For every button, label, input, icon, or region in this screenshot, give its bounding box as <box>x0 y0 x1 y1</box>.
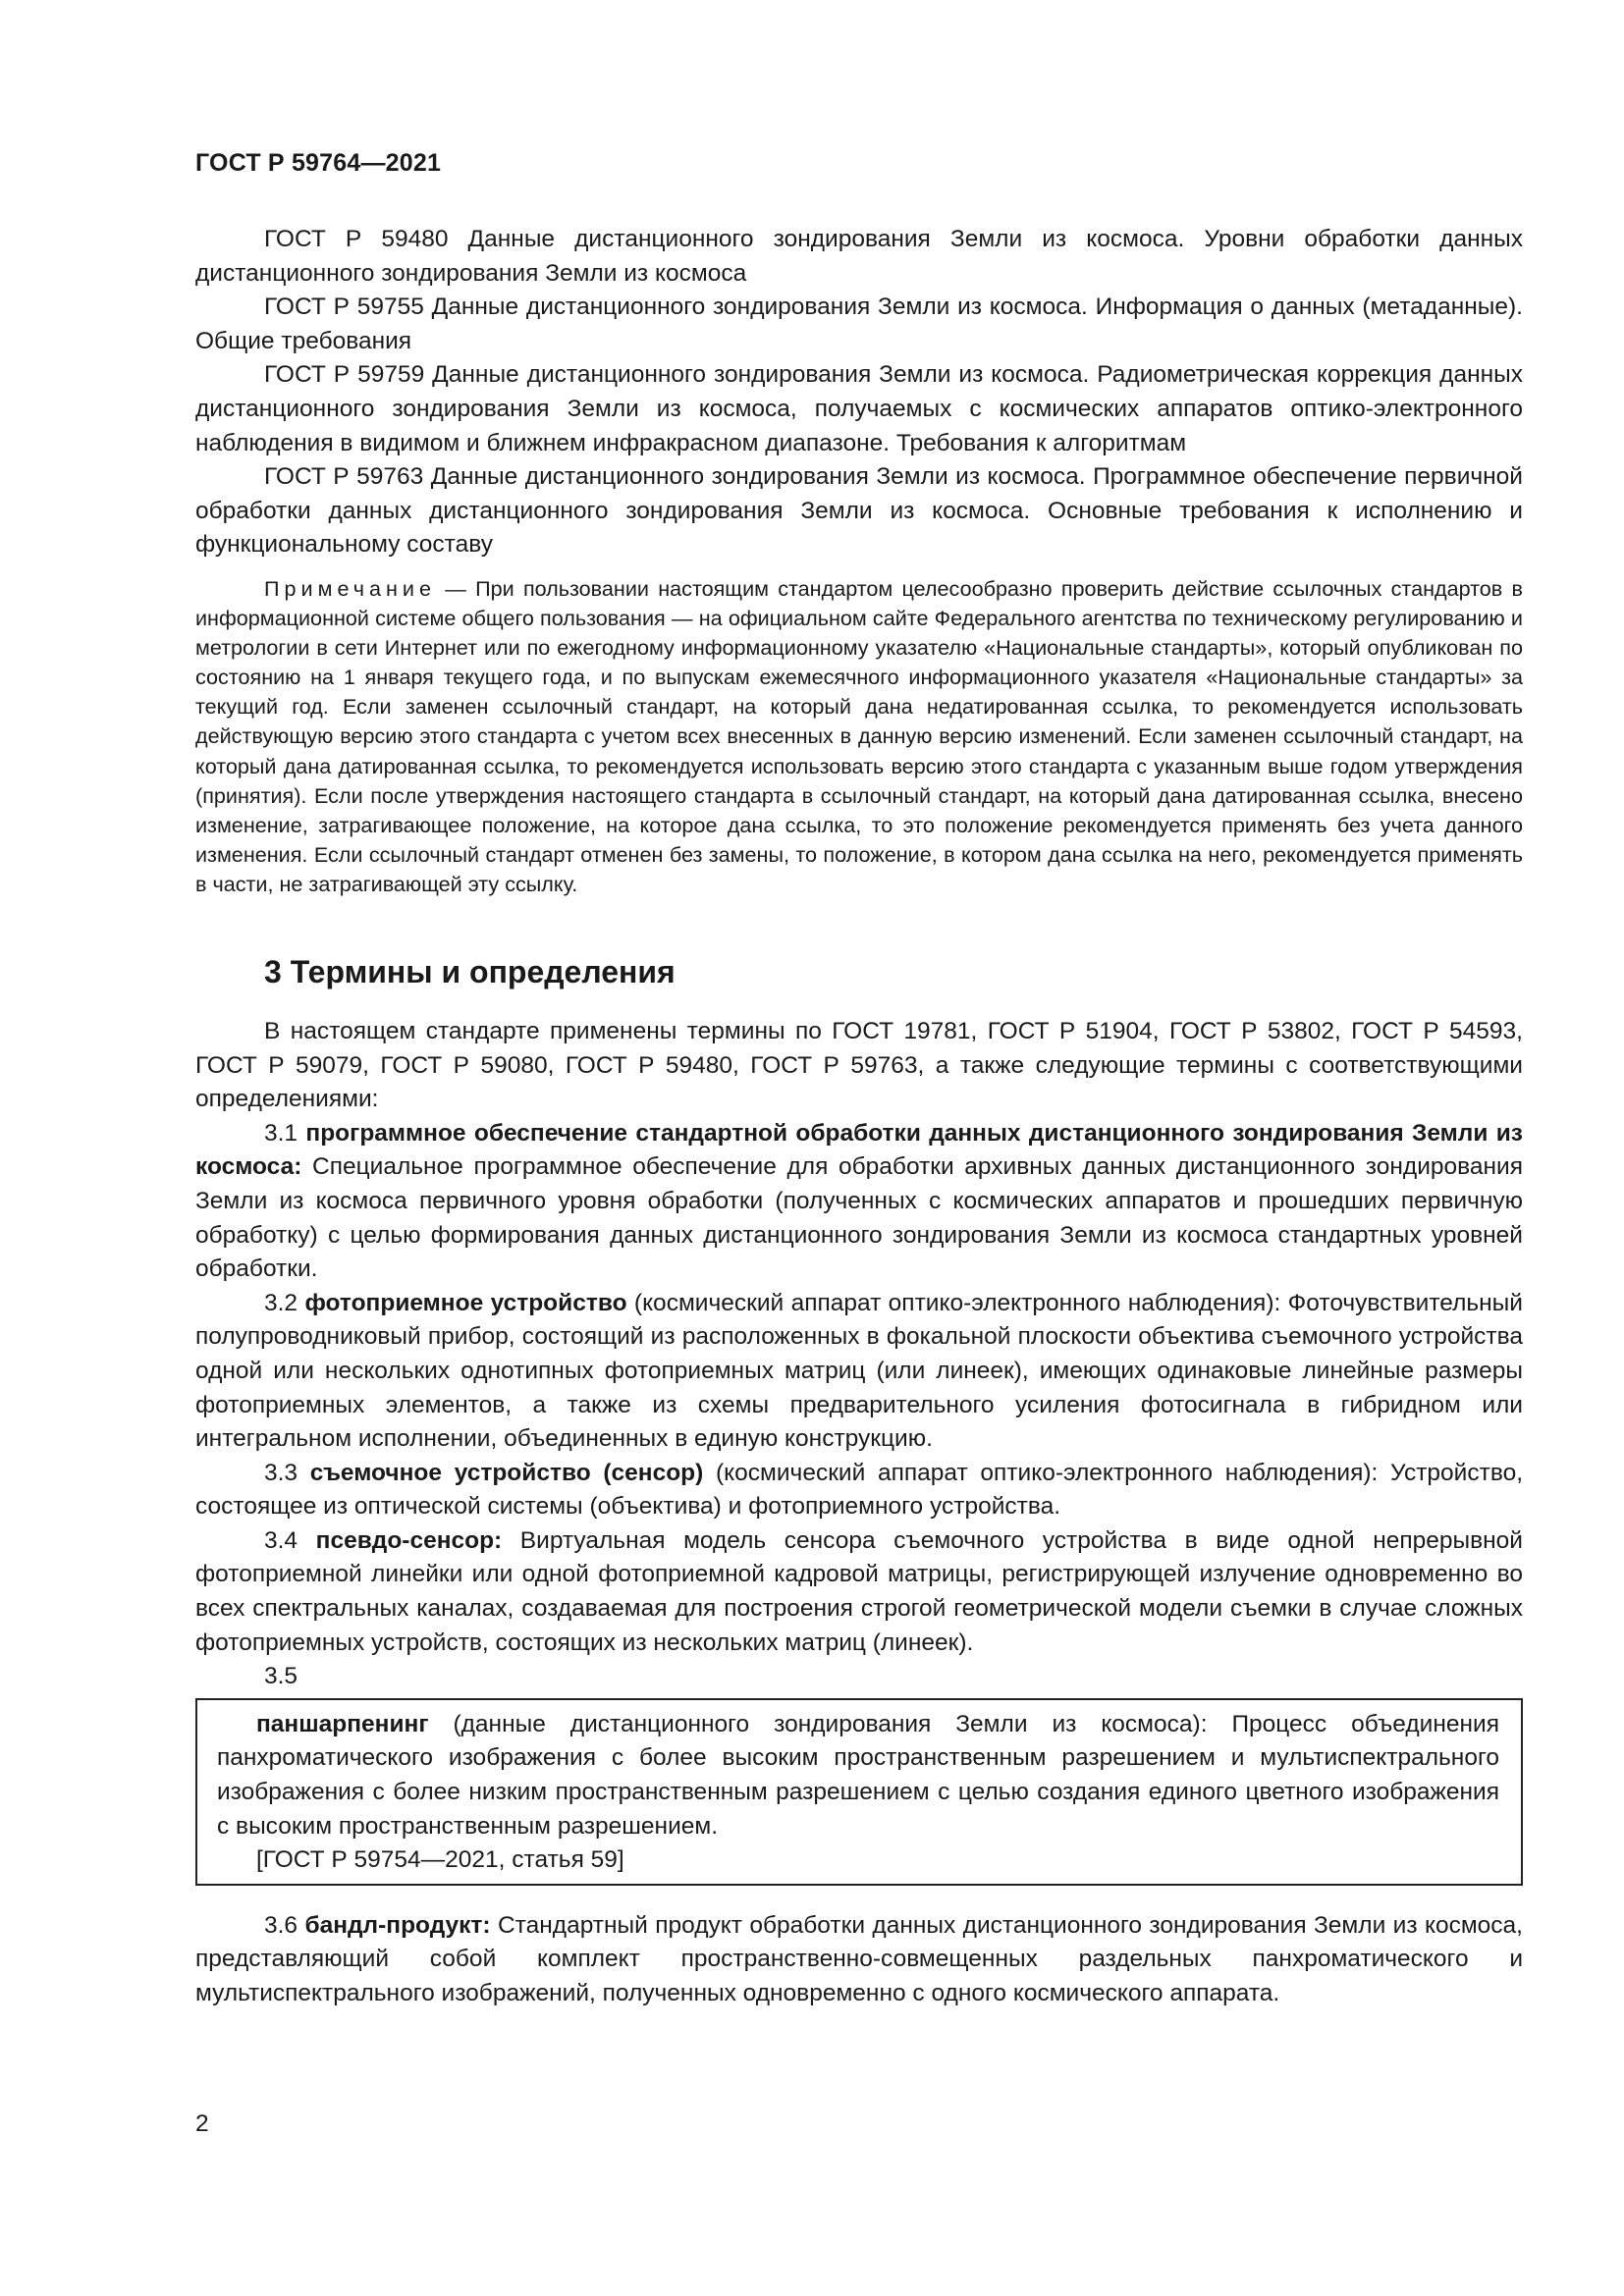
term-definition: (космический аппарат оптико-электронного наблюдения): Устройство, состоящее из оптической системы (объектива) и фотоприемного устройства. <box>195 1459 1524 1521</box>
section-intro: В настоящем стандарте применены термины по ГОСТ 19781, ГОСТ Р 51904, ГОСТ Р 53802, ГОСТ Р 54593, ГОСТ Р 59079, ГОСТ Р 59080, ГОСТ Р 59480, ГОСТ Р 59763, а также следующие термины с соответствующими определениями: <box>195 1017 1523 1113</box>
note-block <box>195 574 1523 899</box>
term-3-6 <box>195 1909 1523 2011</box>
normative-references-list <box>195 223 1523 562</box>
term-number: 3.6 <box>264 1911 305 1939</box>
term-definition: (данные дистанционного зондирования Земли из космоса): Процесс объединения панхроматического изображения с более высоким пространственным разрешением и мультиспектрального изображения с более низким пространственным разрешением с целью создания единого цветного изображения с высоким пространственным разрешением. <box>217 1710 1499 1840</box>
term-number: 3.3 <box>264 1459 310 1486</box>
term-name: фотоприемное устройство <box>304 1289 627 1316</box>
term-3-5-number: 3.5 <box>264 1663 298 1690</box>
term-source-reference: [ГОСТ Р 59754—2021, статья 59] <box>256 1846 624 1874</box>
term-number: 3.4 <box>264 1526 316 1554</box>
term-name: паншарпенинг <box>256 1710 429 1737</box>
reference-item: ГОСТ Р 59763 Данные дистанционного зондирования Земли из космоса. Программное обеспечение первичной обработки данных дистанционного зондирования Земли из космоса. Основные требования к исполнению и функциональному составу <box>195 463 1523 559</box>
term-definition: (космический аппарат оптико-электронного наблюдения): Фоточувствительный полупроводниковый прибор, состоящий из расположенных в фокальной плоскости объектива съемочного устройства одной или нескольких однотипных фотоприемных матриц (или линеек), имеющих одинаковые линейные размеры фотоприемных элементов, а также из схемы предварительного усиления фотосигнала в гибридном или интегральном исполнении, объединенных в единую конструкцию. <box>195 1289 1523 1453</box>
term-3-3 <box>195 1457 1523 1524</box>
term-3-1 <box>195 1117 1523 1287</box>
term-3-2 <box>195 1287 1523 1457</box>
term-3-5 <box>217 1708 1499 1843</box>
term-number: 3.2 <box>264 1289 305 1316</box>
section-title: 3 Термины и определения <box>264 953 676 989</box>
reference-item: ГОСТ Р 59759 Данные дистанционного зондирования Земли из космоса. Радиометрическая коррекция данных дистанционного зондирования Земли из космоса, получаемых с космических аппаратов оптико-электронного наблюдения в видимом и ближнем инфракрасном диапазоне. Требования к алгоритмам <box>195 361 1523 456</box>
note-label: Примечание <box>264 575 436 601</box>
term-name: бандл-продукт: <box>304 1911 491 1939</box>
term-name: программное обеспечение стандартной обработки данных дистанционного зондирования Земли из космоса: <box>195 1119 1523 1181</box>
term-number: 3.1 <box>264 1119 306 1147</box>
term-definition: Специальное программное обеспечение для обработки архивных данных дистанционного зондирования Земли из космоса первичного уровня обработки (полученных с космических аппаратов и прошедших первичную обработку) с целью формирования данных дистанционного зондирования Земли из космоса стандартных уровней обработки. <box>195 1153 1523 1283</box>
term-3-4 <box>195 1524 1523 1660</box>
page-number: 2 <box>195 2110 209 2137</box>
term-name: съемочное устройство (сенсор) <box>309 1459 704 1486</box>
note-text: — При пользовании настоящим стандартом целесообразно проверить действие ссылочных стандартов в информационной системе общего пользования — на официальном сайте Федерального агентства по техническому регулированию и метрологии в сети Интернет или по ежегодному информационному указателю «Национальные стандарты», который опубликован по состоянию на 1 января текущего года, и по выпускам ежемесячного информационного указателя «Национальные стандарты» за текущий год. Если заменен ссылочный стандарт, на который дана недатированная ссылка, то рекомендуется использовать действующую версию этого стандарта с учетом всех внесенных в данную версию изменений. Если заменен ссылочный стандарт, на который дана датированная ссылка, то рекомендуется использовать версию этого стандарта с указанным выше годом утверждения (принятия). Если после утверждения настоящего стандарта в ссылочный стандарт, на который дана датированная ссылка, внесено изменение, затрагивающее положение, на которое дана ссылка, то это положение рекомендуется применять без учета данного изменения. Если ссылочный стандарт отменен без замены, то положение, в котором дана ссылка на него, рекомендуется применять в части, не затрагивающей эту ссылку. <box>195 575 1523 896</box>
term-definition: Виртуальная модель сенсора съемочного устройства в виде одной непрерывной фотоприемной линейки или одной фотоприемной кадровой матрицы, регистрирующей излучение одновременно во всех спектральных каналах, создаваемая для построения строгой геометрической модели съемки в случае сложных фотоприемных устройств, состоящих из нескольких матриц (линеек). <box>195 1526 1523 1656</box>
reference-item: ГОСТ Р 59755 Данные дистанционного зондирования Земли из космоса. Информация о данных (метаданные). Общие требования <box>195 294 1523 354</box>
document-header: ГОСТ Р 59764—2021 <box>195 149 442 177</box>
term-3-5-box <box>195 1698 1523 1886</box>
page-content <box>195 223 1523 2011</box>
reference-item: ГОСТ Р 59480 Данные дистанционного зондирования Земли из космоса. Уровни обработки данных дистанционного зондирования Земли из космоса <box>195 226 1523 287</box>
term-name: псевдо-сенсор: <box>315 1526 503 1554</box>
term-definition: Стандартный продукт обработки данных дистанционного зондирования Земли из космоса, представляющий собой комплект пространственно-совмещенных раздельных панхроматического и мультиспектрального изображений, полученных одновременно с одного космического аппарата. <box>195 1911 1523 2006</box>
